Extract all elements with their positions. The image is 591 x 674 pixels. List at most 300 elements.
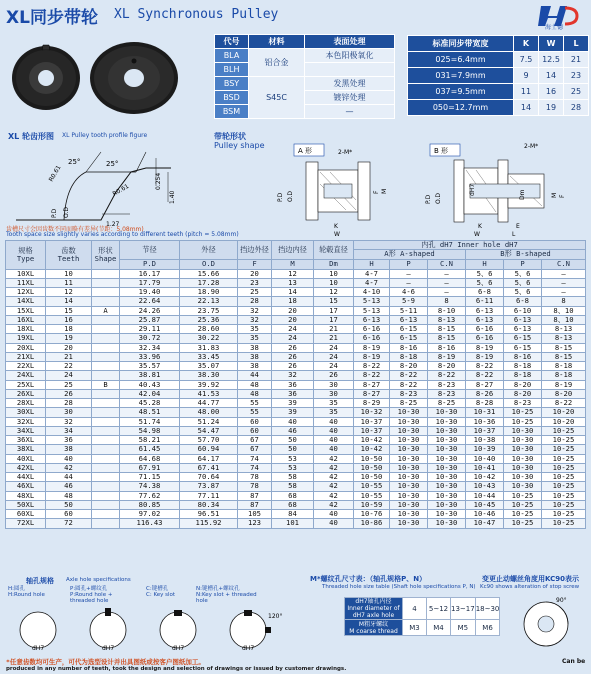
table-cell: 17 [314, 306, 354, 315]
table-cell: 23 [238, 278, 272, 287]
table-cell: 32.34 [120, 343, 180, 352]
table-cell [92, 352, 120, 361]
screw-cell: M5 [451, 620, 476, 636]
table-cell: 30 [314, 389, 354, 398]
table-row [6, 463, 586, 472]
table-cell: 46 [46, 482, 92, 491]
table-cell: 15 [314, 297, 354, 306]
table-cell: 60 [238, 417, 272, 426]
screw-title-en: Threaded hole size table (Shaft hole specifications P, N) [322, 584, 476, 590]
shape-b-dh7: dH7 [469, 183, 476, 196]
height-label: 0.254 [155, 172, 162, 190]
table-cell [92, 269, 120, 278]
table-cell: 28 [238, 297, 272, 306]
table-cell: 36 [46, 436, 92, 445]
table-cell [92, 362, 120, 371]
table-cell: 8-23 [428, 389, 466, 398]
table-cell: 6-13 [354, 315, 390, 324]
table-cell: 8-15 [542, 343, 586, 352]
mat-code: BSM [215, 105, 249, 119]
table-cell: 30.22 [180, 334, 238, 343]
table-cell: 51.24 [180, 417, 238, 426]
table-cell: 24 [46, 371, 92, 380]
table-cell: 57.70 [180, 436, 238, 445]
col-outer-dia: 外径 [180, 241, 238, 260]
mat-treatment: 镀锌处理 [305, 91, 395, 105]
table-cell: 36XL [6, 436, 46, 445]
table-cell: 22.13 [180, 297, 238, 306]
col-type: 规格 Type [6, 241, 46, 270]
table-cell: 10-50 [354, 473, 390, 482]
table-cell: 38XL [6, 445, 46, 454]
belt-l: 23 [564, 68, 589, 84]
table-cell: 10-46 [466, 510, 504, 519]
shape-a-label: A 形 [298, 147, 313, 155]
table-row [6, 297, 586, 306]
table-cell [92, 297, 120, 306]
table-cell: 10-42 [354, 445, 390, 454]
col-pitch-dia: 节径 [120, 241, 180, 260]
table-cell: 4-6 [390, 288, 428, 297]
table-cell: 40 [314, 436, 354, 445]
col-w: W [539, 36, 564, 52]
table-cell: 84 [272, 510, 314, 519]
shape-title-en: Pulley shape [214, 141, 265, 150]
table-cell: 46 [272, 426, 314, 435]
table-cell: 12XL [6, 288, 46, 297]
table-cell: 15.66 [180, 269, 238, 278]
col-k: K [514, 36, 539, 52]
shape-b-k: K [478, 223, 482, 230]
table-cell: 8、10 [542, 306, 586, 315]
table-cell: 10-25 [542, 500, 586, 509]
table-cell: 72 [46, 519, 92, 528]
table-cell: 10-59 [354, 500, 390, 509]
table-cell: 25 [46, 380, 92, 389]
mat-treatment: 本色阳极氧化 [305, 49, 395, 63]
screw-cell: 4 [403, 598, 427, 620]
table-cell: 5-9 [390, 297, 428, 306]
table-cell: 6-13 [466, 315, 504, 324]
table-cell: 10-30 [428, 473, 466, 482]
table-cell: 10-30 [504, 482, 542, 491]
table-cell: 42.04 [120, 389, 180, 398]
table-cell: 42 [314, 491, 354, 500]
table-cell: 8-18 [504, 362, 542, 371]
table-cell [92, 473, 120, 482]
table-cell: 8-13 [428, 315, 466, 324]
table-cell: 6-15 [390, 334, 428, 343]
table-row [6, 315, 586, 324]
screw-cell: 18~30 [475, 598, 500, 620]
table-cell: 10-44 [466, 491, 504, 500]
belt-w: 16 [539, 84, 564, 100]
table-row [6, 306, 586, 315]
table-cell: 80.85 [120, 500, 180, 509]
radius-1-label: R0.61 [47, 164, 63, 183]
table-cell: 42 [314, 454, 354, 463]
table-cell: 61.45 [120, 445, 180, 454]
table-cell: — [542, 278, 586, 287]
table-cell: 71.15 [120, 473, 180, 482]
profile-subtitle: XL Pulley tooth profile figure [62, 132, 148, 139]
pd-label: P.D [51, 208, 58, 218]
table-row [6, 325, 586, 334]
table-cell: 40 [314, 445, 354, 454]
table-cell [92, 426, 120, 435]
table-cell: 36 [272, 380, 314, 389]
table-cell: 12 [46, 288, 92, 297]
table-cell: 5、6 [466, 269, 504, 278]
shape-a-od: O.D [287, 190, 294, 202]
screw-cell: M6 [475, 620, 500, 636]
axle-title-en: Axle hole specifications [66, 577, 131, 583]
table-cell: 5、6 [504, 278, 542, 287]
col-sub: F [238, 259, 272, 269]
table-cell: 97.02 [120, 510, 180, 519]
table-cell: 10-25 [542, 463, 586, 472]
table-cell: 6-16 [466, 325, 504, 334]
table-cell: 77.62 [120, 491, 180, 500]
table-cell: 8-27 [466, 380, 504, 389]
table-cell: 35.07 [180, 362, 238, 371]
table-cell: 10-50 [354, 463, 390, 472]
mat-material: S45C [249, 77, 305, 119]
table-cell: 10 [314, 278, 354, 287]
table-cell: 5、6 [504, 269, 542, 278]
table-cell: 38 [46, 445, 92, 454]
footer-note-en: produced in any number of teeth, took the design and selection of drawings or issued by customer drawings. [6, 666, 347, 672]
table-cell [92, 288, 120, 297]
table-cell: 10-30 [504, 436, 542, 445]
table-cell: 6-11 [466, 297, 504, 306]
bottom-section [0, 572, 591, 658]
table-cell: 8-16 [428, 343, 466, 352]
col-sub: O.D [180, 259, 238, 269]
spec-table [5, 240, 586, 529]
table-cell: 21 [314, 334, 354, 343]
table-cell: 10-31 [466, 408, 504, 417]
table-cell: 53 [272, 463, 314, 472]
table-cell: 67 [238, 445, 272, 454]
table-cell: 42XL [6, 463, 46, 472]
page-title-en: XL Synchronous Pulley [114, 7, 279, 22]
table-cell: 16.17 [120, 269, 180, 278]
table-cell: 10-30 [428, 454, 466, 463]
table-cell [92, 315, 120, 324]
table-row [6, 371, 586, 380]
table-cell: 18XL [6, 325, 46, 334]
table-cell: 10-30 [504, 445, 542, 454]
table-row [6, 269, 586, 278]
table-cell: 48XL [6, 491, 46, 500]
page-title: XL同步带轮 [6, 8, 98, 28]
table-cell: 38 [238, 352, 272, 361]
table-row [6, 473, 586, 482]
table-cell: 10-50 [354, 454, 390, 463]
table-cell: 16XL [6, 315, 46, 324]
table-cell: 74 [238, 463, 272, 472]
table-cell: 17 [314, 315, 354, 324]
table-cell: 5-13 [354, 306, 390, 315]
table-cell: 87 [238, 500, 272, 509]
screw-table [344, 597, 500, 636]
hole-c-dh7: dH7 [172, 645, 185, 652]
table-cell: 8-28 [466, 399, 504, 408]
table-cell: 5、6 [466, 278, 504, 287]
hole-type-n: N:键槽孔+螺纹孔 N:Key slot + threaded hole [196, 586, 257, 604]
table-cell: 20 [272, 315, 314, 324]
table-cell: 8-27 [354, 380, 390, 389]
table-cell: 58 [272, 482, 314, 491]
table-cell: 8-13 [542, 325, 586, 334]
table-cell: 10-40 [466, 454, 504, 463]
table-cell: 10-25 [504, 408, 542, 417]
screw-row1-label: dH7轴孔内径 Inner diameter of dH7 axle hole [345, 598, 403, 620]
table-cell: 10-20 [542, 408, 586, 417]
table-cell: 67.91 [120, 463, 180, 472]
table-cell: 8-18 [390, 352, 428, 361]
table-cell: 42 [314, 482, 354, 491]
kc-angle: 90° [556, 597, 567, 604]
table-cell: 21 [46, 352, 92, 361]
table-cell: 8-18 [504, 371, 542, 380]
table-cell: 10-30 [390, 417, 428, 426]
table-cell: 5-13 [354, 297, 390, 306]
table-cell: 17.28 [180, 278, 238, 287]
table-cell: 8-22 [390, 371, 428, 380]
table-cell: 10-25 [542, 445, 586, 454]
table-cell: 10-30 [428, 491, 466, 500]
table-cell: 115.92 [180, 519, 238, 528]
table-row [6, 510, 586, 519]
table-cell: 24 [314, 362, 354, 371]
table-cell: 4-7 [354, 269, 390, 278]
table-cell [92, 325, 120, 334]
table-cell: 10-30 [428, 408, 466, 417]
table-cell: 8、10 [542, 315, 586, 324]
table-cell [92, 445, 120, 454]
table-cell: 38 [238, 343, 272, 352]
table-cell: 116.43 [120, 519, 180, 528]
table-cell: 26 [46, 389, 92, 398]
table-cell [92, 519, 120, 528]
hole-type-diagrams [8, 604, 328, 656]
table-cell: 22 [46, 362, 92, 371]
belt-w: 19 [539, 100, 564, 116]
table-cell: 10-30 [428, 417, 466, 426]
table-cell: 39.92 [180, 380, 238, 389]
table-row [6, 362, 586, 371]
shape-b-w: W [474, 231, 480, 238]
table-cell: 40 [314, 519, 354, 528]
shape-b-f: F [559, 194, 566, 198]
table-cell: 54.98 [120, 426, 180, 435]
table-cell [92, 500, 120, 509]
hole-type-p: P:圆孔+螺纹孔 P:Round hole + threaded hole [70, 586, 113, 604]
table-cell: 70.64 [180, 473, 238, 482]
table-cell: 55 [238, 408, 272, 417]
table-cell: 68 [272, 500, 314, 509]
table-row [6, 482, 586, 491]
table-cell: 10-25 [542, 436, 586, 445]
table-cell: 8-27 [354, 389, 390, 398]
table-cell: 64.17 [180, 454, 238, 463]
table-cell: 30XL [6, 408, 46, 417]
belt-width-label: 025=6.4mm [408, 52, 514, 68]
table-cell: 24XL [6, 371, 46, 380]
table-cell: 38.30 [180, 371, 238, 380]
table-cell: 8-15 [428, 325, 466, 334]
table-cell: 10-30 [428, 445, 466, 454]
table-row [6, 352, 586, 361]
table-cell: 21XL [6, 352, 46, 361]
table-cell: — [390, 269, 428, 278]
table-cell: 78 [238, 473, 272, 482]
pitch-label: 1.27 [106, 221, 120, 228]
table-cell: 40 [314, 426, 354, 435]
belt-width-label: 037=9.5mm [408, 84, 514, 100]
table-cell: 48 [238, 389, 272, 398]
table-row [6, 436, 586, 445]
table-cell: — [542, 288, 586, 297]
belt-k: 7.5 [514, 52, 539, 68]
table-cell: 35 [238, 325, 272, 334]
table-cell [92, 399, 120, 408]
table-cell: 13 [272, 278, 314, 287]
table-cell: 18 [272, 297, 314, 306]
col-b-shaped: B形 B-shaped [466, 250, 586, 259]
table-cell: 10-30 [504, 473, 542, 482]
belt-k: 11 [514, 84, 539, 100]
table-cell: 6-16 [354, 325, 390, 334]
table-cell: 101 [272, 519, 314, 528]
table-cell: 10-20 [542, 417, 586, 426]
tooth-note-cn: 齿槽尺寸会因齿数不同而略有差异(节距：5.08mm) [6, 226, 144, 233]
table-cell: 48.00 [180, 408, 238, 417]
table-cell: 25 [238, 288, 272, 297]
table-cell: 50 [272, 445, 314, 454]
table-cell: 32XL [6, 417, 46, 426]
table-cell: 8-22 [428, 371, 466, 380]
table-cell: 6-16 [466, 334, 504, 343]
shape-a-k: K [334, 223, 338, 230]
table-cell: 5、6 [504, 288, 542, 297]
table-cell: 10-32 [354, 408, 390, 417]
table-cell: 38 [238, 362, 272, 371]
table-cell: 8-19 [466, 352, 504, 361]
table-cell: 8-23 [390, 389, 428, 398]
table-row [6, 380, 586, 389]
table-cell: 4-10 [354, 288, 390, 297]
table-cell: 28XL [6, 399, 46, 408]
table-cell: 22XL [6, 362, 46, 371]
table-cell: 8-23 [504, 399, 542, 408]
mat-code: BLH [215, 63, 249, 77]
table-cell: 17.79 [120, 278, 180, 287]
brand-logo-sub: 海士德 [545, 24, 564, 31]
table-cell: 35.57 [120, 362, 180, 371]
table-cell: 60 [238, 426, 272, 435]
table-cell: 8-22 [354, 362, 390, 371]
table-cell: 5-11 [390, 306, 428, 315]
table-cell: 41.53 [180, 389, 238, 398]
table-cell: 51.74 [120, 417, 180, 426]
pulley-photo [6, 32, 196, 124]
table-cell: 53 [272, 454, 314, 463]
table-cell: 42 [314, 500, 354, 509]
table-cell: 45.28 [120, 399, 180, 408]
table-cell: 6-13 [466, 306, 504, 315]
table-cell: 8-26 [466, 389, 504, 398]
table-cell: 10-25 [542, 473, 586, 482]
table-cell: 38.81 [120, 371, 180, 380]
table-cell: 24 [272, 334, 314, 343]
table-cell: 10-47 [466, 519, 504, 528]
footer-note-cn: *任意齿数均可生产，可代为选型设计并出具图纸或按客户图纸加工。 [6, 658, 205, 666]
table-cell [92, 454, 120, 463]
shape-b-m: M [551, 192, 558, 198]
tooth-profile-diagram [6, 142, 206, 230]
table-row [6, 500, 586, 509]
table-cell: 19XL [6, 334, 46, 343]
table-cell: 24 [314, 343, 354, 352]
table-cell: 10 [46, 269, 92, 278]
table-cell: 39 [272, 408, 314, 417]
mat-header-treatment: 表面处理 [305, 35, 395, 49]
radius-2-label: R0.61 [111, 182, 131, 198]
table-cell: 8-22 [542, 399, 586, 408]
table-cell: 14 [46, 297, 92, 306]
table-cell: 35 [314, 399, 354, 408]
col-sub: C.N [428, 259, 466, 269]
belt-width-table [407, 35, 589, 116]
col-a-shaped: A形 A-shaped [354, 250, 466, 259]
table-cell: 60.94 [180, 445, 238, 454]
table-cell: 6-13 [390, 315, 428, 324]
col-sub: Dm [314, 259, 354, 269]
screw-cell: M3 [403, 620, 427, 636]
table-cell: 48.51 [120, 408, 180, 417]
mat-treatment: — [305, 105, 395, 119]
table-cell: 10-30 [390, 473, 428, 482]
table-cell: 33.45 [180, 352, 238, 361]
table-cell: 32 [272, 371, 314, 380]
col-hub-dia: 轮毂直径 [314, 241, 354, 260]
col-sub: C.N [542, 259, 586, 269]
table-cell: 8-29 [354, 399, 390, 408]
table-cell: 8-16 [504, 352, 542, 361]
table-cell: 40XL [6, 454, 46, 463]
table-cell: — [428, 269, 466, 278]
table-cell: 8-23 [428, 380, 466, 389]
table-cell: 6-15 [504, 334, 542, 343]
table-cell: 10-30 [428, 510, 466, 519]
table-cell: 10-30 [428, 519, 466, 528]
table-cell: 8-10 [428, 306, 466, 315]
table-cell: 30.72 [120, 334, 180, 343]
table-cell: 10-25 [542, 426, 586, 435]
table-cell: 8-22 [466, 362, 504, 371]
table-cell: 10-30 [504, 463, 542, 472]
table-cell: 11 [46, 278, 92, 287]
kc-title-en: Kc90 shows alteration of stop screw [480, 584, 580, 590]
table-cell: 34XL [6, 426, 46, 435]
table-cell: 105 [238, 510, 272, 519]
table-cell [92, 482, 120, 491]
table-cell [92, 334, 120, 343]
table-cell: 6-8 [466, 288, 504, 297]
